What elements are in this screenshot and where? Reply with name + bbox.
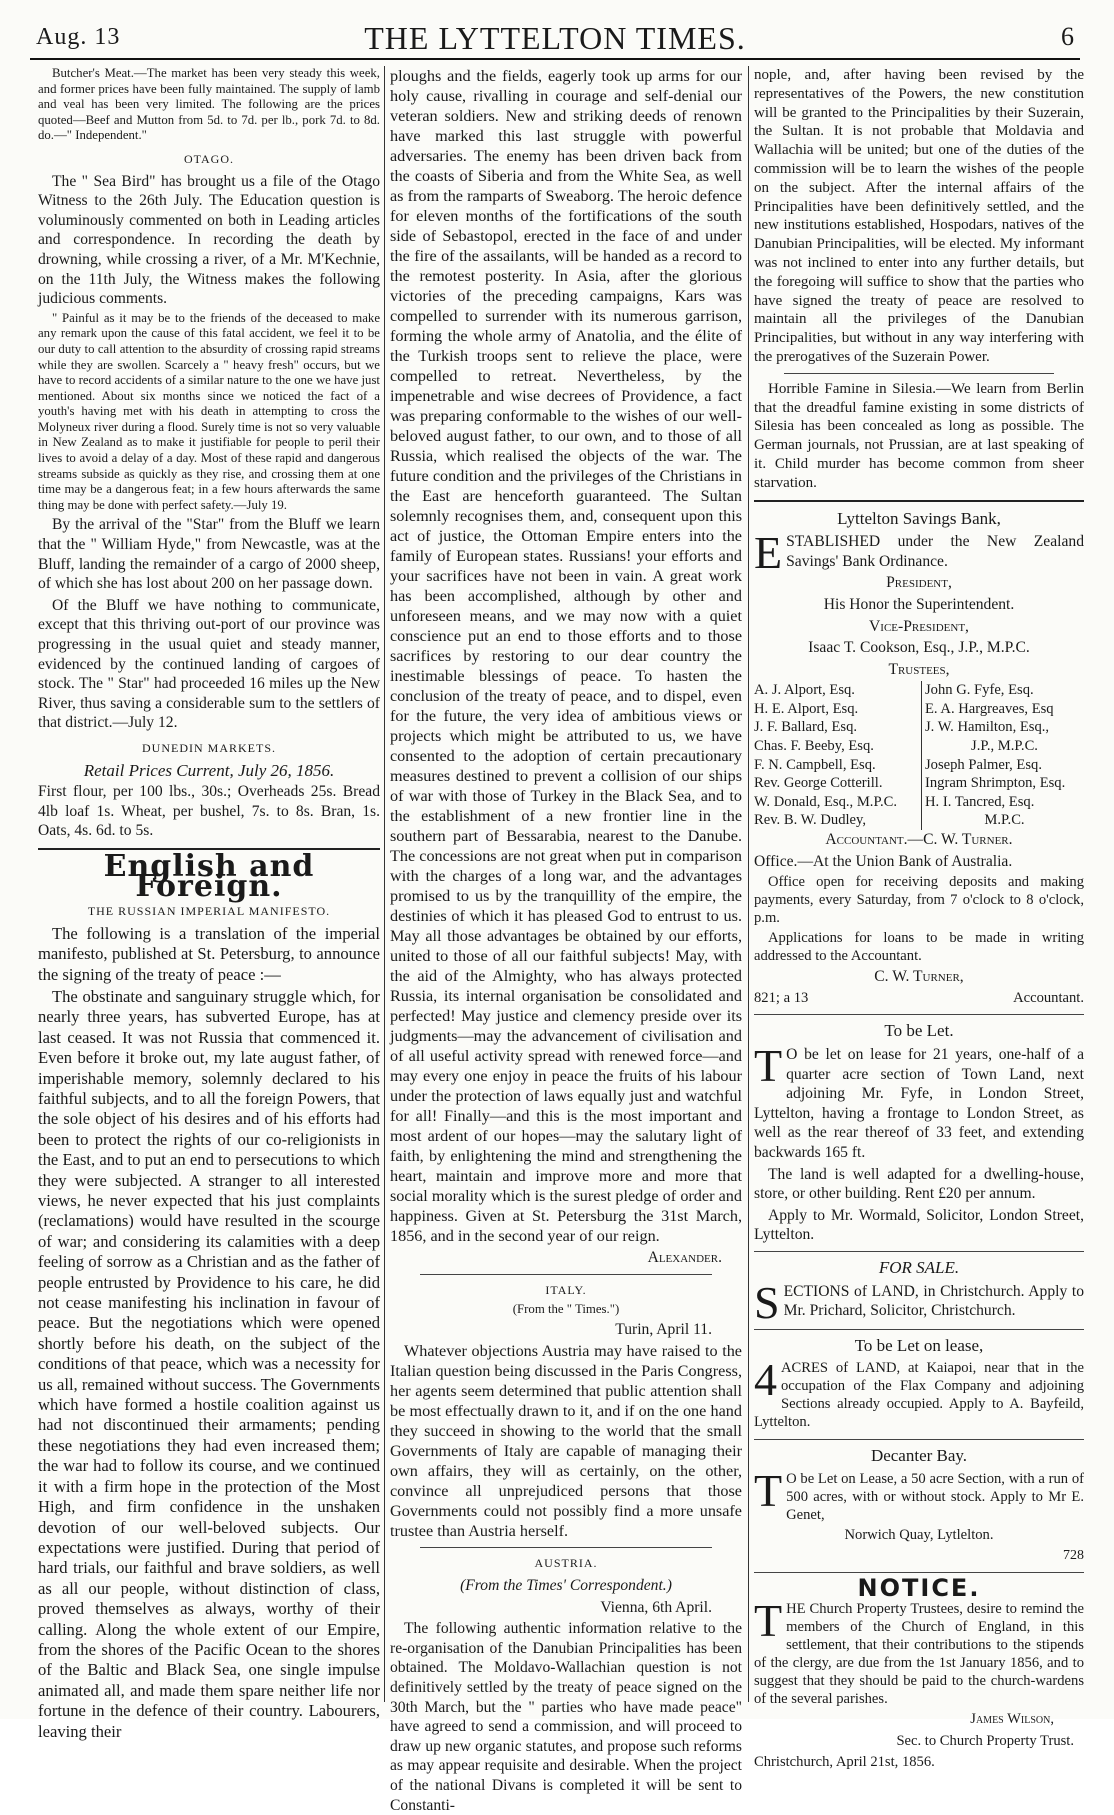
decanter-bay-advert	[754, 1446, 1084, 1565]
to-be-let-text: O be let on lease for 21 years, one-half of a quarter acre section of Town Land, next adjoining Mr. Fyfe, in London Street, Lyttelton, having a frontage to London Street, as well as the rear thereof of 33 feet, and extending backwards 165 ft.	[754, 1046, 1084, 1161]
austria-dateline: Vienna, 6th April.	[600, 1598, 712, 1616]
vice-president-label: Vice-President,	[869, 617, 969, 635]
president-name: His Honor the Superintendent.	[823, 595, 1015, 613]
notice-title: NOTICE.	[857, 1573, 981, 1602]
bluff-paragraph-2: Of the Bluff we have nothing to communicate, except that this thriving out-port of our province was progressing in the usual quiet and steady manner, evidenced by the continued landing of cargoes of stock. The " Star" had proceeded 16 miles up the New River, thus saving a considerable sum to the settlers of that district.—July 12.	[38, 596, 380, 732]
decanter-bay-text: O be Let on Lease, a 50 acre Section, with a run of 500 acres, with or without stock. Apply to Mr E. Genet,	[786, 1470, 1084, 1523]
butchers-meat-report: Butcher's Meat.—The market has been very steady this week, and former prices have been fully maintained. The supply of lamb and veal has been very limited. The following are the prices quoted—Beef and Mutton from 5d. to 7d. per lb., pork 7d. to 8d. do.—" Independent."	[38, 66, 380, 143]
bluff-paragraph-1: By the arrival of the "Star" from the Bluff we learn that the " William Hyde," from Newcastle, was at the Bluff, landing the remainder of a cargo of 2000 sheep, of which she has lost about 200 on her passage down.	[38, 516, 380, 593]
for-sale-text: ECTIONS of LAND, in Christchurch. Apply to Mr. Prichard, Solicitor, Christchurch.	[783, 1282, 1084, 1320]
bank-established: STABLISHED under the New Zealand Savings' Bank Ordinance.	[786, 533, 1084, 570]
divider	[784, 373, 1054, 374]
italy-dateline: Turin, April 11.	[615, 1320, 712, 1338]
church-notice-advert	[754, 1573, 1084, 1773]
trustee: J. W. Hamilton, Esq.,	[925, 719, 1050, 736]
trustee: F. N. Campbell, Esq.	[754, 756, 876, 773]
otago-article: The " Sea Bird" has brought us a file of the Otago Witness to the 26th July. The Education question is voluminously commented on both in Leading articles and correspondence. In recording the death by drowning, while crossing a river, of a Mr. M'Kechnie, on the 11th July, the Witness makes the following judicious comments.	[38, 172, 380, 308]
dropcap: T	[754, 1040, 783, 1091]
section-title-english-foreign: English and Foreign.	[103, 848, 315, 904]
dropcap: E	[754, 527, 783, 579]
column-rule-2	[748, 66, 749, 1702]
austria-continued: nople, and, after having been revised by the representatives of the Powers, the new constitution will be granted to the Principalities by their Suzerain, the Sultan. It is not probable that Moldavia and Wallachia will be united; but one of the duties of the commission will be to learn the wishes of the people on the subject. After the internal affairs of the Principalities have been definitively settled, and the new institutions established, Hospodars, natives of the Danubian Principalities, will be elected. My informant was not inclined to enter into any further details, but the foregoing will suffice to show that the parties who have signed the treaty of peace are resolved to maintain all the privileges of the Danubian Principalities, but without in any way interfering with the prerogatives of the Suzerain Power.	[754, 67, 1084, 365]
advert-divider	[754, 1014, 1084, 1015]
column-2	[390, 66, 742, 1814]
trustee: Rev. B. W. Dudley,	[754, 812, 867, 829]
italy-heading: ITALY.	[545, 1282, 587, 1297]
for-sale-title: FOR SALE.	[878, 1257, 960, 1277]
trustee: H. I. Tancred, Esq.	[925, 793, 1035, 810]
for-sale-advert	[754, 1257, 1084, 1328]
manifesto-intro: The following is a translation of the imperial manifesto, published at St. Petersburg, to announce the signing of the treaty of peace :—	[38, 923, 380, 984]
trustee: A. J. Alport, Esq.	[754, 682, 855, 699]
dropcap: T	[754, 1464, 783, 1516]
advert-ref: 821; a 13	[754, 989, 809, 1006]
lease-advert	[754, 1336, 1084, 1434]
austria-source: (From the Times' Correspondent.)	[460, 1576, 672, 1594]
markets-subheading: Retail Prices Current, July 26, 1856.	[83, 760, 335, 780]
notice-date: Christchurch, April 21st, 1856.	[754, 1754, 935, 1771]
advert-divider	[754, 1572, 1084, 1573]
manifesto-signature: Alexander.	[647, 1249, 722, 1266]
austria-heading: AUSTRIA.	[534, 1556, 598, 1571]
advert-divider	[754, 1329, 1084, 1330]
lease-text: ACRES of LAND, at Kaiapoi, near that in the occupation of the Flax Company and adjoining Sections already occupied. Apply to A. Bayfeild, Lyttelton.	[754, 1360, 1084, 1431]
italy-source: (From the " Times.")	[512, 1302, 620, 1317]
manifesto-body: The obstinate and sanguinary struggle which, for nearly three years, has subverted Europe, has at last ceased. It was not Russia that commenced it. Even before it broke out, my late august father, of imperishable memory, solemnly declared to his faithful subjects, and to all the foreign Powers, that the sole object of his desires and of his efforts had been to protect the rights of our co-religionists in the East, and to put an end to persecutions to which they were subjected. A stranger to all interested views, he never expected that his just complaints (reclamations) would have resulted in the scourge of war; and considering its calamities with a deep feeling of sorrow as a Christian and as the father of people entrusted by Providence to his care, he did not cease manifesting his inclination in favour of peace. But the negotiations which were opened shortly before his death, on the subject of the conditions of that peace, which was a necessity for us all, remained without success. The Governments which have formed a hostile coalition against us had not discontinued their armaments; pending these negotiations they had even increased them; the war had to follow its course, and we continued it with a firm hope in the protection of the Most High, and firm confidence in the unshaken devotion of our well-beloved subjects. Our expectations were justified. During that period of hard trials, our faithful and brave soldiers, as well as all our people, without distinction of class, proved themselves as always, worthy of their calling. Along the whole extent of our Empire, from the shores of the Pacific Ocean to the shores of the Baltic and Black Sea, one single impulse animated all, and made them spare neither life nor fortune in the defence of their country. Labourers, leaving their	[38, 986, 380, 1741]
divider	[420, 1547, 712, 1548]
dropcap: S	[754, 1276, 780, 1328]
trustee: M.P.C.	[984, 812, 1025, 829]
divider	[420, 1274, 712, 1275]
decanter-bay-address: Norwich Quay, Lytlelton.	[844, 1526, 994, 1543]
trustee: Joseph Palmer, Esq.	[925, 756, 1042, 773]
bank-signatory: C. W. Turner,	[874, 968, 964, 986]
trustee: H. E. Alport, Esq.	[754, 700, 859, 717]
trustee: E. A. Hargreaves, Esq	[925, 700, 1054, 717]
bank-signatory-role: Accountant.	[1013, 989, 1084, 1006]
markets-heading: DUNEDIN MARKETS.	[142, 740, 276, 755]
manifesto-continued: ploughs and the fields, eagerly took up arms for our holy cause, rivalling in courage and self-denial our veteran soldiers. New and striking deeds of renown have marked this last struggle with powerful adversaries. The enemy has been driven back from the coasts of Siberia and from the White Sea, as well as from the ramparts of Sweaborg. The heroic defence for eleven months of the fortifications of the south side of Sebastopol, erected in the face of and under the fire of the assailants, will be handed as a record to the remotest posterity. In Asia, after the glorious victories of the preceding campaigns, Kars was compelled to surrender with its numerous garrison, forming the whole army of Anatolia, and the élite of the Turkish troops sent to relieve the place, were compelled to retreat. Nevertheless, by the impenetrable and wise decrees of Providence, a fact was preparing conformable to the wishes of our well-beloved august father, to our own, and to those of all Russia, which realised the objects of the war. The future condition and the privileges of the Christians in the East are henceforth guaranteed. The Sultan solemnly recognises them, and, consequent upon this act of justice, the Ottoman Empire enters into the family of European states. Russians! your efforts and your sacrifices have not been in vain. A great work has been accomplished, although by other and unforeseen means, and we may now with a quiet conscience put an end to those efforts and to those sacrifices by restoring to our dear country the inestimable blessings of peace. To hasten the conclusion of the treaty of peace, and to dispel, even for the future, the very idea of ambitious views or projects which might be attributed to us, we have consented to the adoption of certain precautionary measures destined to prevent a collision of our ships of war with those of Turkey in the Black Sea, and to the establishment of a new frontier line in the southern part of Bessarabia, nearest to the Danube. The concessions are not great when put in comparison with the charges of a long war, and the advantages promised to us by the tranquillity of the empire, the destinies of which it has pleased God to entrust to us. May all those advantages be obtained by our efforts, united to those of all our faithful subjects! May, with the aid of the Almighty, who has always protected Russia, its internal organisation be consolidated and perfected! May justice and clemency preside over its judgments—may the advancement of civilisation and of all useful activity spread with renewed force—and may every one enjoy in peace the fruits of his labour under the protection of laws equally just and watchful for all! Finally—and this is the most important and most ardent of our hopes—may the salutary light of faith, by enlightening the mind and strengthening the heart, maintain and improve more and more that social morality which is the surest pledge of order and happiness. Given at St. Petersburg the 31st March, 1856, and in the second year of our reign.	[390, 67, 742, 1245]
savings-bank-advert	[754, 509, 1084, 1009]
bank-hours: Office open for receiving deposits and making payments, every Saturday, from 7 o'clock to 8 o'clock, p.m.	[754, 874, 1084, 927]
advert-divider	[754, 1439, 1084, 1440]
notice-signatory-role: Sec. to Church Property Trust.	[896, 1732, 1074, 1749]
trustees-list	[754, 681, 1084, 830]
vice-president-name: Isaac T. Cookson, Esq., J.P., M.P.C.	[808, 639, 1030, 657]
trustee: J. F. Ballard, Esq.	[754, 719, 858, 736]
trustee: J.P., M.P.C.	[971, 738, 1038, 755]
column-rule-1	[384, 66, 385, 1702]
otago-heading: OTAGO.	[183, 151, 235, 166]
president-label: President,	[886, 574, 952, 592]
decanter-bay-title: Decanter Bay.	[870, 1446, 968, 1466]
column-3	[754, 66, 1084, 1771]
markets-prices: First flour, per 100 lbs., 30s.; Overheads 25s. Bread 4lb loaf 1s. Wheat, per bushel, 7s. to 8s. Bran, 1s. Oats, 4s. 6d. to 5s.	[38, 783, 380, 840]
savings-bank-title: Lyttelton Savings Bank,	[837, 508, 1001, 528]
newspaper-title: THE LYTTELTON TIMES.	[364, 20, 746, 56]
dropcap: T	[754, 1595, 783, 1647]
to-be-let-advert	[754, 1021, 1084, 1245]
lease-title: To be Let on lease,	[854, 1335, 984, 1355]
trustees-label: Trustees,	[888, 660, 950, 678]
to-be-let-terms: The land is well adapted for a dwelling-house, store, or other building. Rent £20 per annum.	[754, 1165, 1084, 1203]
advert-divider	[754, 500, 1084, 502]
trustee: W. Donald, Esq., M.P.C.	[754, 793, 897, 810]
bank-accountant: Accountant.—C. W. Turner.	[825, 831, 1013, 849]
trustee: John G. Fyfe, Esq.	[925, 682, 1034, 699]
column-1	[38, 66, 380, 1741]
to-be-let-title: To be Let.	[884, 1021, 954, 1041]
page-number: 6	[1061, 22, 1074, 51]
advert-ref: 728	[1063, 1547, 1084, 1563]
advert-divider	[754, 1251, 1084, 1252]
notice-text: HE Church Property Trustees, desire to remind the members of the Church of England, in this settlement, that their contributions to the stipends of the clergy, are due from the 1st January 1856, and to suggest that they should be paid to the church-wardens of the several parishes.	[754, 1601, 1084, 1708]
trustee: Rev. George Cotterill.	[754, 775, 883, 792]
notice-signatory: James Wilson,	[970, 1711, 1054, 1728]
dropcap: 4	[754, 1354, 777, 1406]
trustee: Chas. F. Beeby, Esq.	[754, 738, 874, 755]
italy-article: Whatever objections Austria may have raised to the Italian question being discussed in the Paris Congress, her agents seem determined that public attention shall be most effectually drawn to it, and if on the one hand they succeed in showing to the world that the small Governments of Italy are capable of managing their own affairs, they will as certainly, on the other, convince all unprejudiced persons that those Governments could not possibly find a more unsafe trustee than Austria herself.	[390, 1342, 742, 1541]
trustee: Ingram Shrimpton, Esq.	[925, 775, 1066, 792]
issue-date: Aug. 13	[36, 24, 121, 50]
masthead	[30, 20, 1080, 60]
bank-office: Office.—At the Union Bank of Australia.	[754, 852, 1013, 870]
austria-article: The following authentic information relative to the re-organisation of the Danubian Principalities has been obtained. The Moldavo-Wallachian question is not definitively settled by the treaty of peace signed on the 30th March, but the " parties who have made peace" have agreed to send a commission, and will proceed to draw up new organic statutes, and propose such reforms as may appear requisite and desirable. When the project of the national Divans is completed it will be sent to Constanti-	[390, 1620, 742, 1814]
manifesto-heading: THE RUSSIAN IMPERIAL MANIFESTO.	[87, 904, 331, 919]
silesia-famine-item: Horrible Famine in Silesia.—We learn from Berlin that the dreadful famine existing in some districts of Silesia has been concealed as long as possible. The German journals, not Prussian, are at last speaking of it. Child murder has become common from sheer starvation.	[754, 380, 1084, 491]
otago-quote: " Painful as it may be to the friends of the deceased to make any remark upon the cause of this fatal accident, we feel it to be our duty to call attention to the absurdity of crossing rapid streams while they are swollen. Scarcely a " heavy fresh" occurs, but we have to record accidents of a similar nature to the one we have just mentioned. About six months since we noticed the fact of a youth's having met with his death in attempting to cross the Molyneux river during a flood. Surely time is not so very valuable in New Zealand as to make it justifiable for people to peril their lives to avoid a delay of a day. Most of these rapid and dangerous streams subside as quickly as they rise, and crossing them at one time may be a dangerous feat; in a few hours afterwards the same thing may be done with perfect safety.—July 19.	[38, 310, 380, 512]
bank-loans: Applications for loans to be made in writing addressed to the Accountant.	[754, 930, 1084, 965]
to-be-let-apply: Apply to Mr. Wormald, Solicitor, London Street, Lyttelton.	[754, 1206, 1084, 1244]
